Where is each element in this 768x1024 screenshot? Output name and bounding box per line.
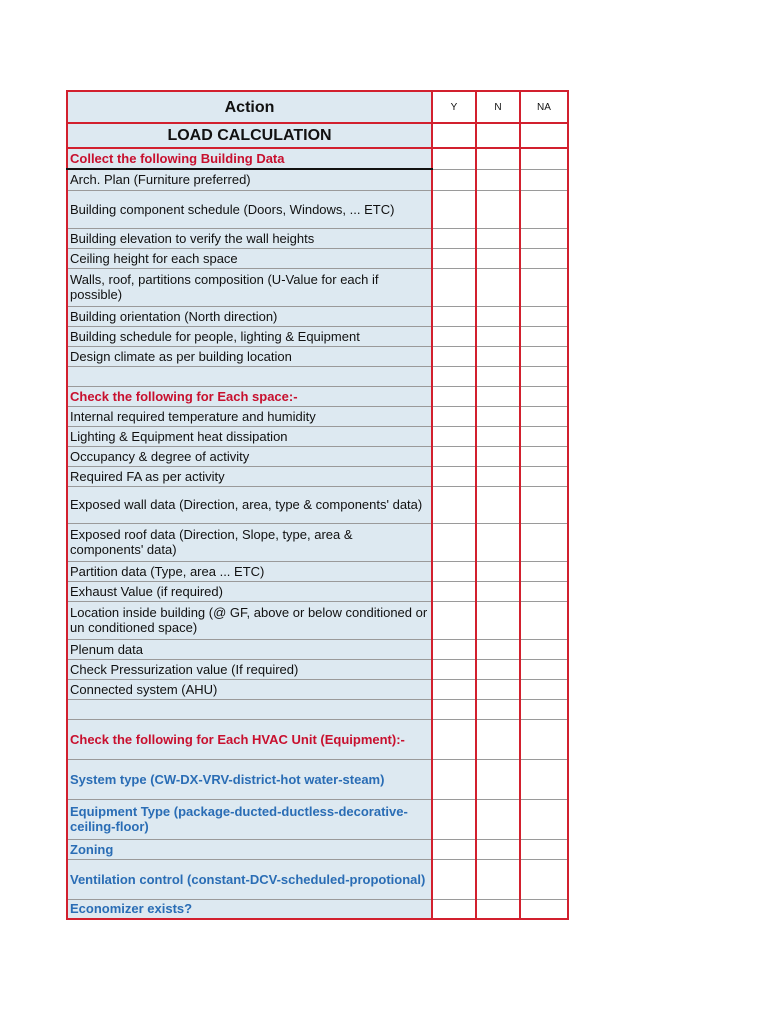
checkbox-y[interactable]: [432, 326, 476, 346]
checkbox-na[interactable]: [520, 446, 568, 466]
checkbox-n[interactable]: [476, 426, 520, 446]
checkbox-n[interactable]: [476, 679, 520, 699]
checkbox-y[interactable]: [432, 466, 476, 486]
checkbox-n[interactable]: [476, 346, 520, 366]
checkbox-na[interactable]: [520, 561, 568, 581]
checkbox-n[interactable]: [476, 799, 520, 839]
checkbox-na[interactable]: [520, 268, 568, 306]
checklist-item-label: Exhaust Value (if required): [67, 581, 432, 601]
checkbox-na[interactable]: [520, 306, 568, 326]
section-heading: Check the following for Each HVAC Unit (Equipment):-: [67, 719, 432, 759]
checkbox-n[interactable]: [476, 190, 520, 228]
section-title: LOAD CALCULATION: [67, 123, 432, 148]
checklist-row: [67, 306, 568, 326]
checkbox-y[interactable]: [432, 581, 476, 601]
checklist-row: [67, 148, 568, 169]
checkbox-y[interactable]: [432, 346, 476, 366]
checkbox-na[interactable]: [520, 386, 568, 406]
checkbox-na[interactable]: [520, 659, 568, 679]
checkbox-n[interactable]: [476, 581, 520, 601]
checklist-row: [67, 581, 568, 601]
checkbox-na[interactable]: [520, 190, 568, 228]
checklist-row: [67, 659, 568, 679]
checkbox-y[interactable]: [432, 148, 476, 169]
checkbox-n[interactable]: [476, 466, 520, 486]
checkbox-y[interactable]: [432, 659, 476, 679]
checkbox-y[interactable]: [432, 799, 476, 839]
checkbox-na[interactable]: [520, 839, 568, 859]
checklist-item-label: Economizer exists?: [67, 899, 432, 919]
checklist-item-label: Required FA as per activity: [67, 466, 432, 486]
checkbox-y[interactable]: [432, 486, 476, 523]
checklist-item-label: Building orientation (North direction): [67, 306, 432, 326]
checkbox-na[interactable]: [520, 228, 568, 248]
checklist-row: [67, 719, 568, 759]
checklist-item-label: Internal required temperature and humidity: [67, 406, 432, 426]
checklist-item-label: Partition data (Type, area ... ETC): [67, 561, 432, 581]
checkbox-na[interactable]: [520, 123, 568, 148]
checklist-row: [67, 679, 568, 699]
checkbox-na[interactable]: [520, 486, 568, 523]
checkbox-na[interactable]: [520, 719, 568, 759]
checkbox-y[interactable]: [432, 699, 476, 719]
checkbox-y[interactable]: [432, 366, 476, 386]
checkbox-y[interactable]: [432, 190, 476, 228]
checkbox-n[interactable]: [476, 366, 520, 386]
checklist-row: [67, 699, 568, 719]
checklist-item-label: Building component schedule (Doors, Windows, ... ETC): [67, 190, 432, 228]
checkbox-y[interactable]: [432, 561, 476, 581]
checkbox-n[interactable]: [476, 759, 520, 799]
checkbox-na[interactable]: [520, 601, 568, 639]
checkbox-y[interactable]: [432, 523, 476, 561]
checkbox-na[interactable]: [520, 523, 568, 561]
section-heading: Collect the following Building Data: [67, 148, 432, 169]
checkbox-y[interactable]: [432, 123, 476, 148]
checkbox-y[interactable]: [432, 679, 476, 699]
checkbox-y[interactable]: [432, 446, 476, 466]
checklist-row: [67, 839, 568, 859]
checklist-item-label: Exposed wall data (Direction, area, type & components' data): [67, 486, 432, 523]
checkbox-n[interactable]: [476, 561, 520, 581]
checklist-item-label: Plenum data: [67, 639, 432, 659]
empty-cell: [67, 699, 432, 719]
checkbox-na[interactable]: [520, 679, 568, 699]
checkbox-y[interactable]: [432, 268, 476, 306]
checkbox-n[interactable]: [476, 659, 520, 679]
checkbox-n[interactable]: [476, 839, 520, 859]
n-column-header: N: [476, 91, 520, 123]
checkbox-n[interactable]: [476, 228, 520, 248]
checkbox-na[interactable]: [520, 346, 568, 366]
checklist-item-label: Equipment Type (package-ducted-ductless-decorative-ceiling-floor): [67, 799, 432, 839]
checklist-row: [67, 561, 568, 581]
header-row: [67, 91, 568, 123]
checklist-row: [67, 169, 568, 190]
checklist-row: [67, 366, 568, 386]
checkbox-y[interactable]: [432, 169, 476, 190]
checklist-row: [67, 406, 568, 426]
checkbox-n[interactable]: [476, 406, 520, 426]
checklist-row: [67, 346, 568, 366]
checkbox-na[interactable]: [520, 366, 568, 386]
checkbox-y[interactable]: [432, 306, 476, 326]
checkbox-na[interactable]: [520, 148, 568, 169]
section-heading: Check the following for Each space:-: [67, 386, 432, 406]
checkbox-n[interactable]: [476, 169, 520, 190]
checklist-row: [67, 639, 568, 659]
y-column-header: Y: [432, 91, 476, 123]
checkbox-na[interactable]: [520, 581, 568, 601]
checklist-item-label: Lighting & Equipment heat dissipation: [67, 426, 432, 446]
checklist-row: [67, 759, 568, 799]
checklist-row: [67, 859, 568, 899]
na-column-header: NA: [520, 91, 568, 123]
checkbox-na[interactable]: [520, 639, 568, 659]
checklist-row: [67, 228, 568, 248]
checkbox-y[interactable]: [432, 601, 476, 639]
checkbox-n[interactable]: [476, 719, 520, 759]
checklist-table: [66, 90, 569, 920]
checkbox-y[interactable]: [432, 639, 476, 659]
checkbox-n[interactable]: [476, 486, 520, 523]
checklist-item-label: Check Pressurization value (If required): [67, 659, 432, 679]
checkbox-y[interactable]: [432, 759, 476, 799]
checklist-item-label: Location inside building (@ GF, above or below conditioned or un conditioned space): [67, 601, 432, 639]
checkbox-n[interactable]: [476, 386, 520, 406]
checkbox-n[interactable]: [476, 523, 520, 561]
checkbox-y[interactable]: [432, 228, 476, 248]
checklist-item-label: Building schedule for people, lighting & Equipment: [67, 326, 432, 346]
checklist-row: [67, 446, 568, 466]
checkbox-y[interactable]: [432, 859, 476, 899]
checklist-row: [67, 486, 568, 523]
checkbox-y[interactable]: [432, 386, 476, 406]
checkbox-n[interactable]: [476, 248, 520, 268]
checkbox-y[interactable]: [432, 899, 476, 919]
checkbox-na[interactable]: [520, 899, 568, 919]
checklist-row: [67, 386, 568, 406]
checkbox-n[interactable]: [476, 306, 520, 326]
empty-cell: [67, 366, 432, 386]
checkbox-na[interactable]: [520, 759, 568, 799]
checkbox-na[interactable]: [520, 799, 568, 839]
checklist-item-label: Walls, roof, partitions composition (U-Value for each if possible): [67, 268, 432, 306]
checklist-row: [67, 268, 568, 306]
checkbox-n[interactable]: [476, 446, 520, 466]
checkbox-n[interactable]: [476, 123, 520, 148]
checklist-row: [67, 326, 568, 346]
checklist-item-label: Arch. Plan (Furniture preferred): [67, 169, 432, 190]
checklist-row: [67, 799, 568, 839]
checkbox-y[interactable]: [432, 839, 476, 859]
checkbox-y[interactable]: [432, 248, 476, 268]
checkbox-y[interactable]: [432, 406, 476, 426]
checkbox-na[interactable]: [520, 326, 568, 346]
checkbox-na[interactable]: [520, 859, 568, 899]
checkbox-n[interactable]: [476, 148, 520, 169]
checkbox-n[interactable]: [476, 326, 520, 346]
checkbox-na[interactable]: [520, 169, 568, 190]
checkbox-na[interactable]: [520, 406, 568, 426]
checkbox-na[interactable]: [520, 426, 568, 446]
checklist-item-label: Connected system (AHU): [67, 679, 432, 699]
checklist-item-label: Exposed roof data (Direction, Slope, type, area & components' data): [67, 523, 432, 561]
checklist-row: [67, 601, 568, 639]
checkbox-na[interactable]: [520, 699, 568, 719]
checklist-item-label: Zoning: [67, 839, 432, 859]
checklist-item-label: System type (CW-DX-VRV-district-hot water-steam): [67, 759, 432, 799]
checklist-row: [67, 190, 568, 228]
checkbox-na[interactable]: [520, 248, 568, 268]
checklist-row: [67, 466, 568, 486]
checklist-item-label: Ventilation control (constant-DCV-scheduled-propotional): [67, 859, 432, 899]
checkbox-n[interactable]: [476, 699, 520, 719]
checklist-row: [67, 426, 568, 446]
checkbox-y[interactable]: [432, 426, 476, 446]
checklist-row: [67, 248, 568, 268]
checklist-row: [67, 899, 568, 919]
checklist-item-label: Building elevation to verify the wall heights: [67, 228, 432, 248]
checkbox-na[interactable]: [520, 466, 568, 486]
checkbox-n[interactable]: [476, 899, 520, 919]
action-column-header: Action: [67, 91, 432, 123]
checkbox-n[interactable]: [476, 601, 520, 639]
checkbox-n[interactable]: [476, 639, 520, 659]
checkbox-y[interactable]: [432, 719, 476, 759]
checklist-item-label: Ceiling height for each space: [67, 248, 432, 268]
checklist-item-label: Design climate as per building location: [67, 346, 432, 366]
checkbox-n[interactable]: [476, 859, 520, 899]
checklist-row: [67, 523, 568, 561]
checkbox-n[interactable]: [476, 268, 520, 306]
checklist-item-label: Occupancy & degree of activity: [67, 446, 432, 466]
section-title-row: [67, 123, 568, 148]
